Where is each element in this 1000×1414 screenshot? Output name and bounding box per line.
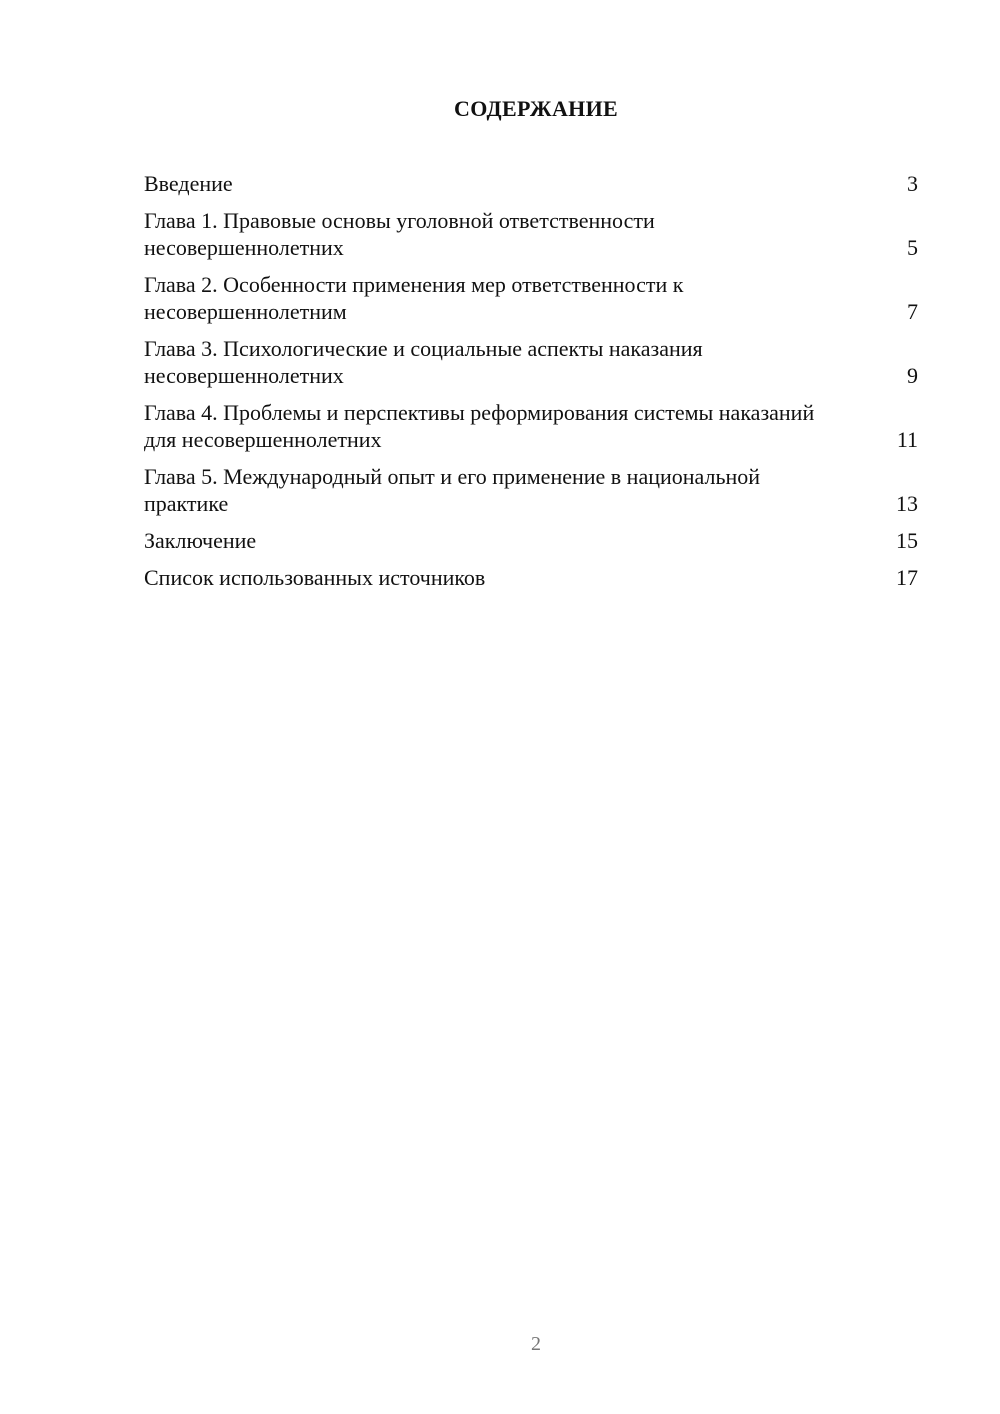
toc-item-page: 11 <box>896 427 918 452</box>
toc-list <box>144 170 920 601</box>
toc-item-page: 13 <box>896 491 918 516</box>
toc-item-chapter-1 <box>144 207 920 261</box>
toc-item-introduction <box>144 170 920 197</box>
toc-item-text: Глава 5. Международный опыт и его применение в национальной практике <box>144 464 761 516</box>
toc-item-conclusion <box>144 527 920 554</box>
toc-item-page: 17 <box>896 565 918 590</box>
toc-item-sources <box>144 564 920 591</box>
toc-item-chapter-4 <box>144 399 920 453</box>
toc-item-page: 15 <box>896 528 918 553</box>
toc-item-text: Заключение <box>144 528 257 553</box>
toc-item-text: Список использованных источников <box>144 565 486 590</box>
toc-item-text: Глава 4. Проблемы и перспективы реформирования системы наказаний для несовершеннолетних <box>144 400 815 452</box>
toc-item-chapter-5 <box>144 463 920 517</box>
toc-item-text: Глава 1. Правовые основы уголовной ответственности несовершеннолетних <box>144 208 655 260</box>
toc-item-page: 3 <box>907 171 918 196</box>
toc-item-text: Глава 2. Особенности применения мер ответственности к несовершеннолетним <box>144 272 684 324</box>
toc-title: СОДЕРЖАНИЕ <box>454 96 618 121</box>
toc-item-text: Глава 3. Психологические и социальные аспекты наказания несовершеннолетних <box>144 336 703 388</box>
toc-item-chapter-2 <box>144 271 920 325</box>
toc-item-text: Введение <box>144 171 233 196</box>
page-number: 2 <box>531 1333 541 1355</box>
toc-item-chapter-3 <box>144 335 920 389</box>
toc-item-page: 7 <box>907 299 918 324</box>
toc-item-page: 9 <box>907 363 918 388</box>
toc-item-page: 5 <box>907 235 918 260</box>
